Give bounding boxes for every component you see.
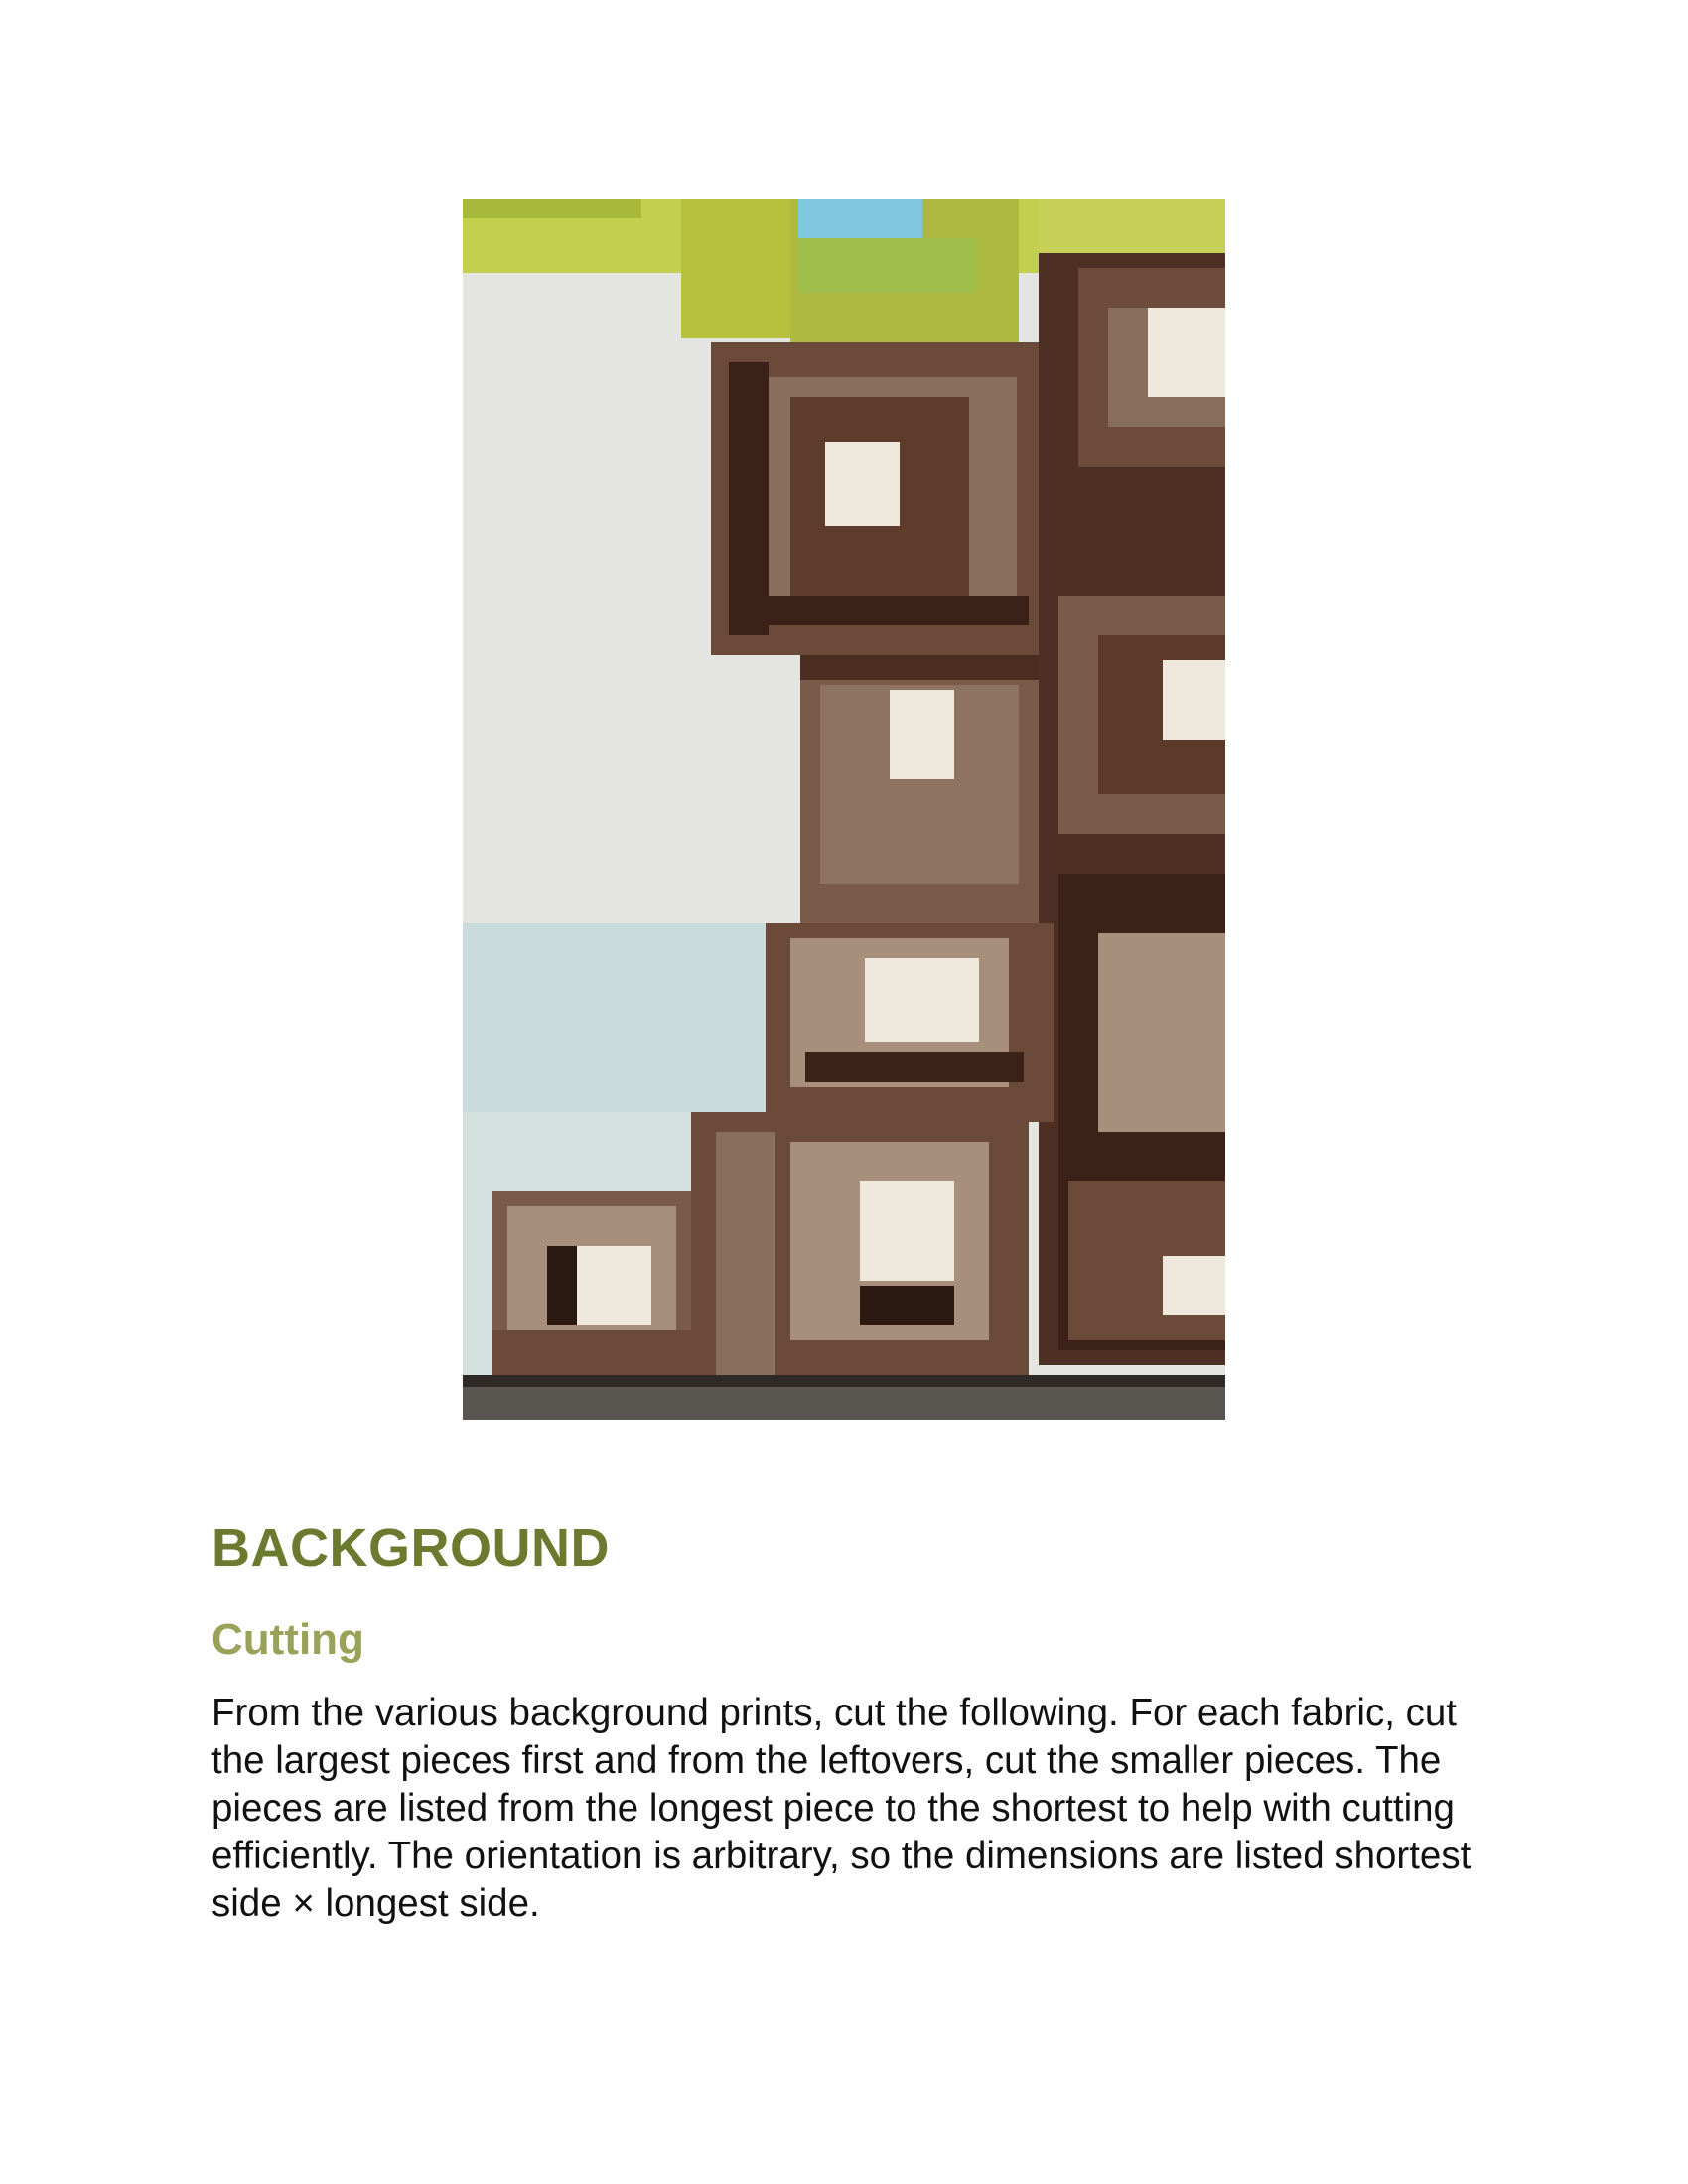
body-paragraph: From the various background prints, cut the following. For each fabric, cut the largest pieces first and from the leftovers, cut the smaller pieces. The pieces are listed from the longest piece to the shortest to help with cutting efficiently. The orientation is arbitrary, so the dimensions are listed shortest side × longest side. (211, 1692, 1472, 1925)
quilt-photo (463, 199, 1225, 1420)
section-title: BACKGROUND (211, 1518, 610, 1577)
subsection-title: Cutting (211, 1615, 364, 1664)
